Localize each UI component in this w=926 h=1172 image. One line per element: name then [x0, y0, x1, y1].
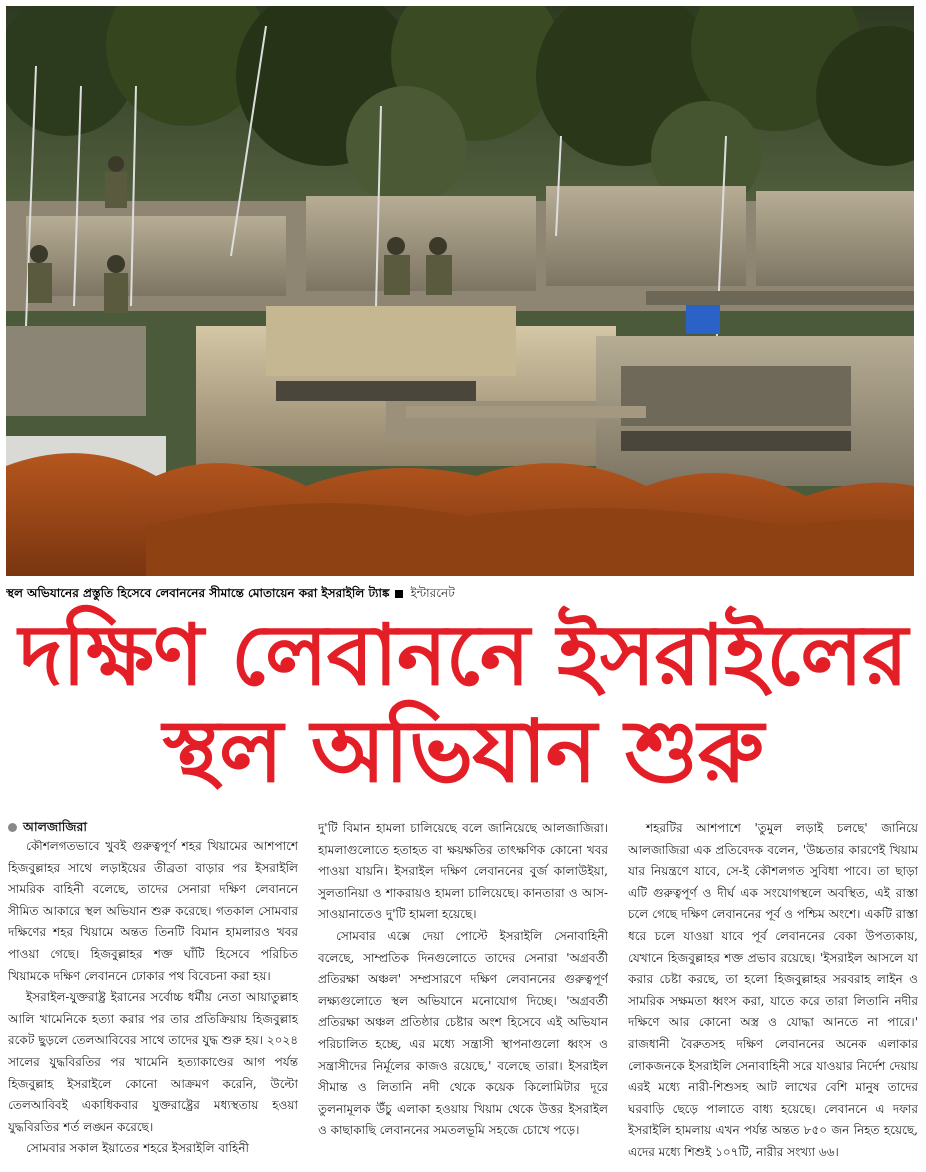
paragraph: শহরটির আশপাশে 'তুমুল লড়াই চলছে' জানিয়ে আলজাজিরা এক প্রতিবেদক বলেন, 'উচ্চতার কারণেই খিয়াম যার নিয়ন্ত্রণে যাবে, সে-ই কৌশলগত সুবিধা পাবে। তা ছাড়া এটি গুরুত্বপূর্ণ ও দীর্ঘ এক সংযোগস্থলে অবস্থিত, এই রাস্তা চলে গেছে দক্ষিণ লেবাননের পূর্ব ও পশ্চিম অংশে। একটি রাস্তা ধরে চলে যাওয়া যাবে পূর্ব লেবাননের বেকা উপত্যকায়, যেখানে হিজবুল্লাহর শক্ত প্রভাব রয়েছে। 'ইসরাইল আসলে যা করার চেষ্টা করছে, তা হলো হিজবুল্লাহর সরবরাহ লাইন ও সামরিক সক্ষমতা ধ্বংস করা, যাতে করে তারা লিতানি নদীর দক্ষিণে আর কোনো অস্ত্র ও যোদ্ধা আনতে না পারে।' রাজধানী বৈরুতসহ দক্ষিণ লেবাননের অনেক এলাকার লোকজনকে ইসরাইলি সেনাবাহিনী সরে যাওয়ার নির্দেশ দেয়ায় এরই মধ্যে নারী-শিশুসহ আট লাখের বেশি মানুষ তাদের ঘরবাড়ি ছেড়ে পালাতে বাধ্য হয়েছে। লেবাননে এ দফার ইসরাইলি হামলায় এখন পর্যন্ত অন্তত ৮৫০ জন নিহত হয়েছে, এদের মধ্যে শিশুই ১০৭টি, নারীর সংখ্যা ৬৬। — [628, 821, 918, 1159]
article-column-3 — [628, 818, 918, 1164]
headline-line-2: স্থল অভিযান শুরু — [163, 702, 763, 803]
paragraph: দু'টি বিমান হামলা চালিয়েছে বলে জানিয়েছে আলজাজিরা। হামলাগুলোতে হতাহত বা ক্ষয়ক্ষতির তাৎক্ষণিক কোনো খবর পাওয়া যায়নি। ইসরাইল দক্ষিণ লেবাননের বুর্জ কালাউইয়া, সুলতানিয়া ও শাকরায়ও হামলা চালিয়েছে। কানতারা ও আস-সাওয়ানাতেও দু'টি হামলা হয়েছে। — [318, 821, 608, 922]
article-column-1 — [8, 818, 298, 1164]
article-source — [8, 818, 298, 836]
photo-caption — [6, 582, 914, 604]
paragraph: সোমবার সকাল ইয়াতের শহরে ইসরাইলি বাহিনী — [26, 1141, 249, 1156]
article-body — [8, 818, 918, 1164]
article-column-2 — [318, 818, 608, 1164]
paragraph: কৌশলগতভাবে খুবই গুরুত্বপূর্ণ শহর খিয়ামের আশপাশে হিজবুল্লাহর সাথে লড়াইয়ের তীব্রতা বাড়ার পর ইসরাইলি সামরিক বাহিনী বলেছে, তাদের সেনারা দক্ষিণ লেবাননে সীমিত আকারে স্থল অভিযান শুরু করেছে। গতকাল সোমবার দক্ষিণের শহর খিয়ামে অন্তত তিনটি বিমান হামলারও খবর পাওয়া গেছে। হিজবুল্লাহর শক্ত ঘাঁটি হিসেবে পরিচিত খিয়ামকে দক্ষিণ লেবাননে ঢোকার পথ বিবেচনা করা হয়। — [8, 839, 298, 983]
headline-line-1: দক্ষিণ লেবাননে ইসরাইলের — [18, 606, 908, 704]
photo-credit: ইন্টারনেট — [410, 586, 455, 600]
caption-separator-icon — [395, 590, 403, 598]
headline — [0, 606, 926, 803]
article-source-name: আলজাজিরা — [23, 819, 87, 834]
tanks-photo-illustration — [6, 6, 914, 576]
photo-caption-text: স্থল অভিযানের প্রস্তুতি হিসেবে লেবাননের সীমান্তে মোতায়েন করা ইসরাইলি ট্যাঙ্ক — [6, 586, 390, 600]
news-photo — [6, 6, 914, 576]
bullet-icon — [8, 823, 17, 832]
paragraph: সোমবার এক্সে দেয়া পোস্টে ইসরাইলি সেনাবাহিনী বলেছে, সাম্প্রতিক দিনগুলোতে তাদের সেনারা 'অগ্রবর্তী প্রতিরক্ষা অঞ্চল' সম্প্রসারণে দক্ষিণ লেবাননের গুরুত্বপূর্ণ লক্ষ্যগুলোতে স্থল অভিযানে মনোযোগ দিচ্ছে। 'অগ্রবর্তী প্রতিরক্ষা অঞ্চল প্রতিষ্ঠার চেষ্টার অংশ হিসেবে এই অভিযান পরিচালিত হচ্ছে, এর মধ্যে সন্ত্রাসী স্থাপনাগুলো ধ্বংস ও সন্ত্রাসীদের নির্মূলের কাজও রয়েছে,' বলেছে তারা। ইসরাইল সীমান্ত ও লিতানি নদী থেকে কয়েক কিলোমিটার দূরে তুলনামূলক উঁচু এলাকা হওয়ায় খিয়াম থেকে উত্তর ইসরাইল ও কাছাকাছি লেবাননের সমতলভূমি সহজে চোখে পড়ে। — [318, 928, 608, 1138]
paragraph: ইসরাইল-যুক্তরাষ্ট্র ইরানের সর্বোচ্চ ধর্মীয় নেতা আয়াতুল্লাহ আলি খামেনিকে হত্যা করার পর তার প্রতিক্রিয়ায় হিজবুল্লাহ রকেট ছুড়লে তেলআবিবের সাথে তাদের যুদ্ধ শুরু হয়। ২০২৪ সালের যুদ্ধবিরতির পর খামেনি হত্যাকাণ্ডের আগ পর্যন্ত হিজবুল্লাহ ইসরাইলে কোনো আক্রমণ করেনি, উল্টো তেলআবিবই একাধিকবার যুক্তরাষ্ট্রের মধ্যস্থতায় হওয়া যুদ্ধবিরতির শর্ত লঙ্ঘন করেছে। — [8, 990, 298, 1134]
